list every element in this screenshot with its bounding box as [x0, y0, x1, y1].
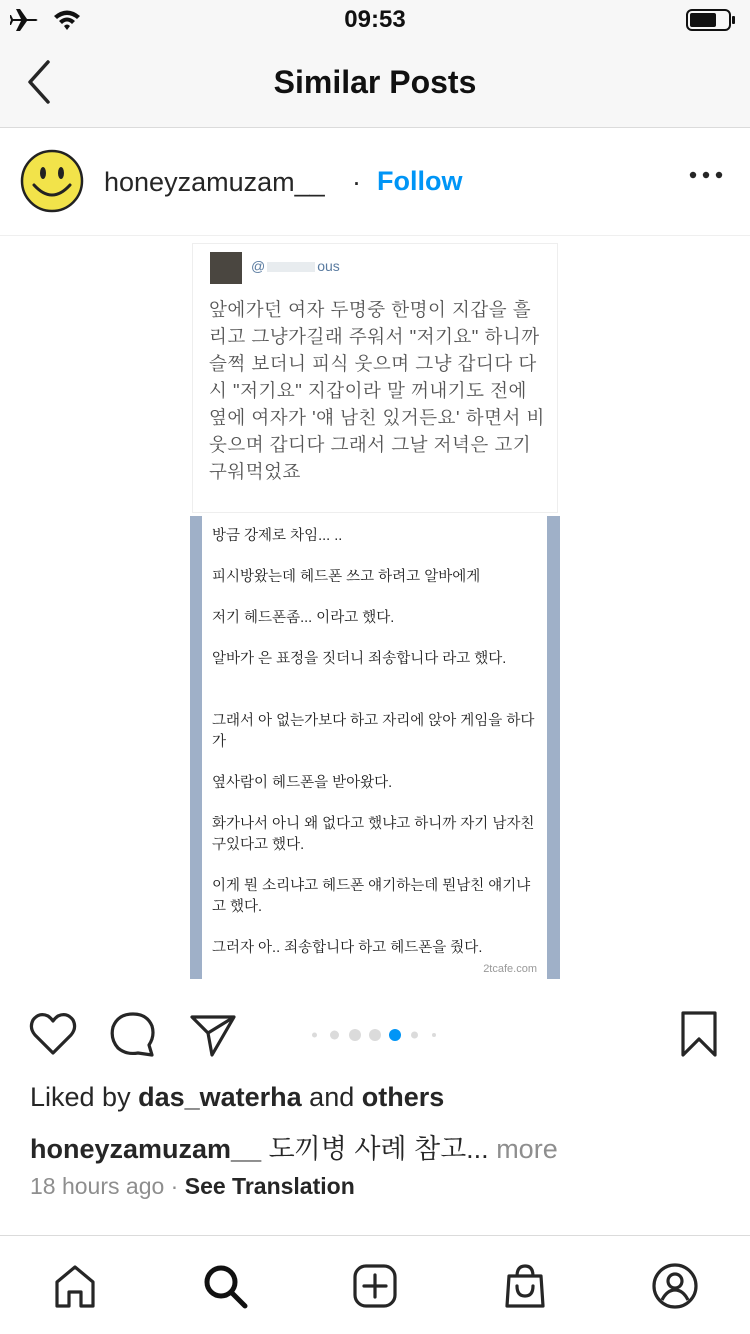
follow-button[interactable]: Follow [377, 166, 463, 196]
cafe-line: 그래서 아 없는가보다 하고 자리에 앉아 게임을 하다가 [212, 713, 535, 750]
post-time: 18 hours ago [30, 1173, 165, 1199]
cafe-line: 방금 강제로 차임... .. [212, 528, 343, 544]
bookmark-icon[interactable] [674, 1009, 724, 1059]
post-username[interactable]: honeyzamuzam__ [104, 167, 325, 197]
liked-prefix: Liked by [30, 1082, 139, 1112]
carousel-dot-active [389, 1029, 401, 1041]
tweet-handle: @ ous [251, 258, 340, 274]
new-post-icon[interactable] [351, 1262, 399, 1310]
cafe-line: 알바가 은 표정을 짓더니 죄송합니다 라고 했다. [212, 651, 507, 667]
cafe-line: 옆사람이 헤드폰을 받아왔다. [212, 775, 393, 791]
share-icon[interactable] [188, 1009, 238, 1059]
comment-icon[interactable] [108, 1009, 158, 1059]
tweet-text: 앞에가던 여자 두명중 한명이 지갑을 흘리고 그냥가길래 주워서 "저기요" 하니까 슬쩍 보더니 피식 웃으며 그냥 갑디다 다시 "저기요" 지갑이라 말 꺼내기도 전에 옆에 여자가 '얘 남친 있거든요' 하면서 비웃으며 갑디다 그래서 그날 저녁은 고기 구워먹었죠 [209, 299, 545, 482]
liked-mid: and [301, 1082, 362, 1112]
cafe-line: 피시방왔는데 헤드폰 쓰고 하려고 알바에게 [212, 569, 481, 585]
post-caption [30, 1127, 558, 1166]
top-header [0, 40, 750, 128]
cafe-line: 이게 뭔 소리냐고 헤드폰 얘기하는데 뭔남친 얘기냐고 했다. [212, 878, 531, 915]
tweet-screenshot [192, 243, 558, 513]
caption-username[interactable]: honeyzamuzam__ [30, 1134, 262, 1164]
post-image[interactable] [0, 237, 750, 993]
battery-icon [686, 9, 736, 31]
cafe-post-screenshot [190, 516, 560, 979]
tweet-avatar [210, 252, 242, 284]
post-header [0, 129, 750, 236]
cafe-line: 화가나서 아니 왜 없다고 했냐고 하니까 자기 남자친구있다고 했다. [212, 816, 535, 853]
cafe-line: 저기 헤드폰좀... 이라고 했다. [212, 610, 395, 626]
status-bar [0, 0, 750, 40]
carousel-indicator [312, 1028, 442, 1042]
smiley-avatar[interactable] [20, 149, 84, 213]
see-translation-link[interactable]: See Translation [184, 1173, 355, 1199]
carousel-dot [312, 1033, 317, 1038]
post-actions [0, 993, 750, 1073]
cafe-line: 그러자 아.. 죄송합니다 하고 헤드폰을 줬다. [212, 940, 483, 956]
cafe-source-watermark: 2tcafe.com [483, 963, 537, 975]
caption-more-link[interactable]: more [488, 1134, 558, 1164]
status-time: 09:53 [344, 6, 406, 33]
liked-user[interactable]: das_waterha [138, 1082, 302, 1112]
separator-dot: · [352, 167, 361, 197]
meta-separator: · [164, 1173, 185, 1199]
search-icon[interactable] [201, 1262, 249, 1310]
shop-icon[interactable] [501, 1262, 549, 1310]
carousel-dot [369, 1029, 381, 1041]
home-icon[interactable] [51, 1262, 99, 1310]
carousel-dot [411, 1032, 418, 1039]
heart-icon[interactable] [28, 1009, 78, 1059]
caption-text: 도끼병 사례 참고... [261, 1134, 489, 1164]
bottom-nav [0, 1235, 750, 1334]
page-title: Similar Posts [273, 64, 477, 100]
liked-by-text[interactable] [30, 1082, 444, 1113]
more-options-icon[interactable] [688, 165, 724, 185]
cafe-post-body [202, 516, 547, 979]
post-meta [30, 1173, 355, 1200]
carousel-dot [432, 1033, 436, 1037]
carousel-dot [349, 1029, 361, 1041]
carousel-dot [330, 1031, 339, 1040]
liked-others[interactable]: others [361, 1082, 445, 1112]
profile-icon[interactable] [651, 1262, 699, 1310]
